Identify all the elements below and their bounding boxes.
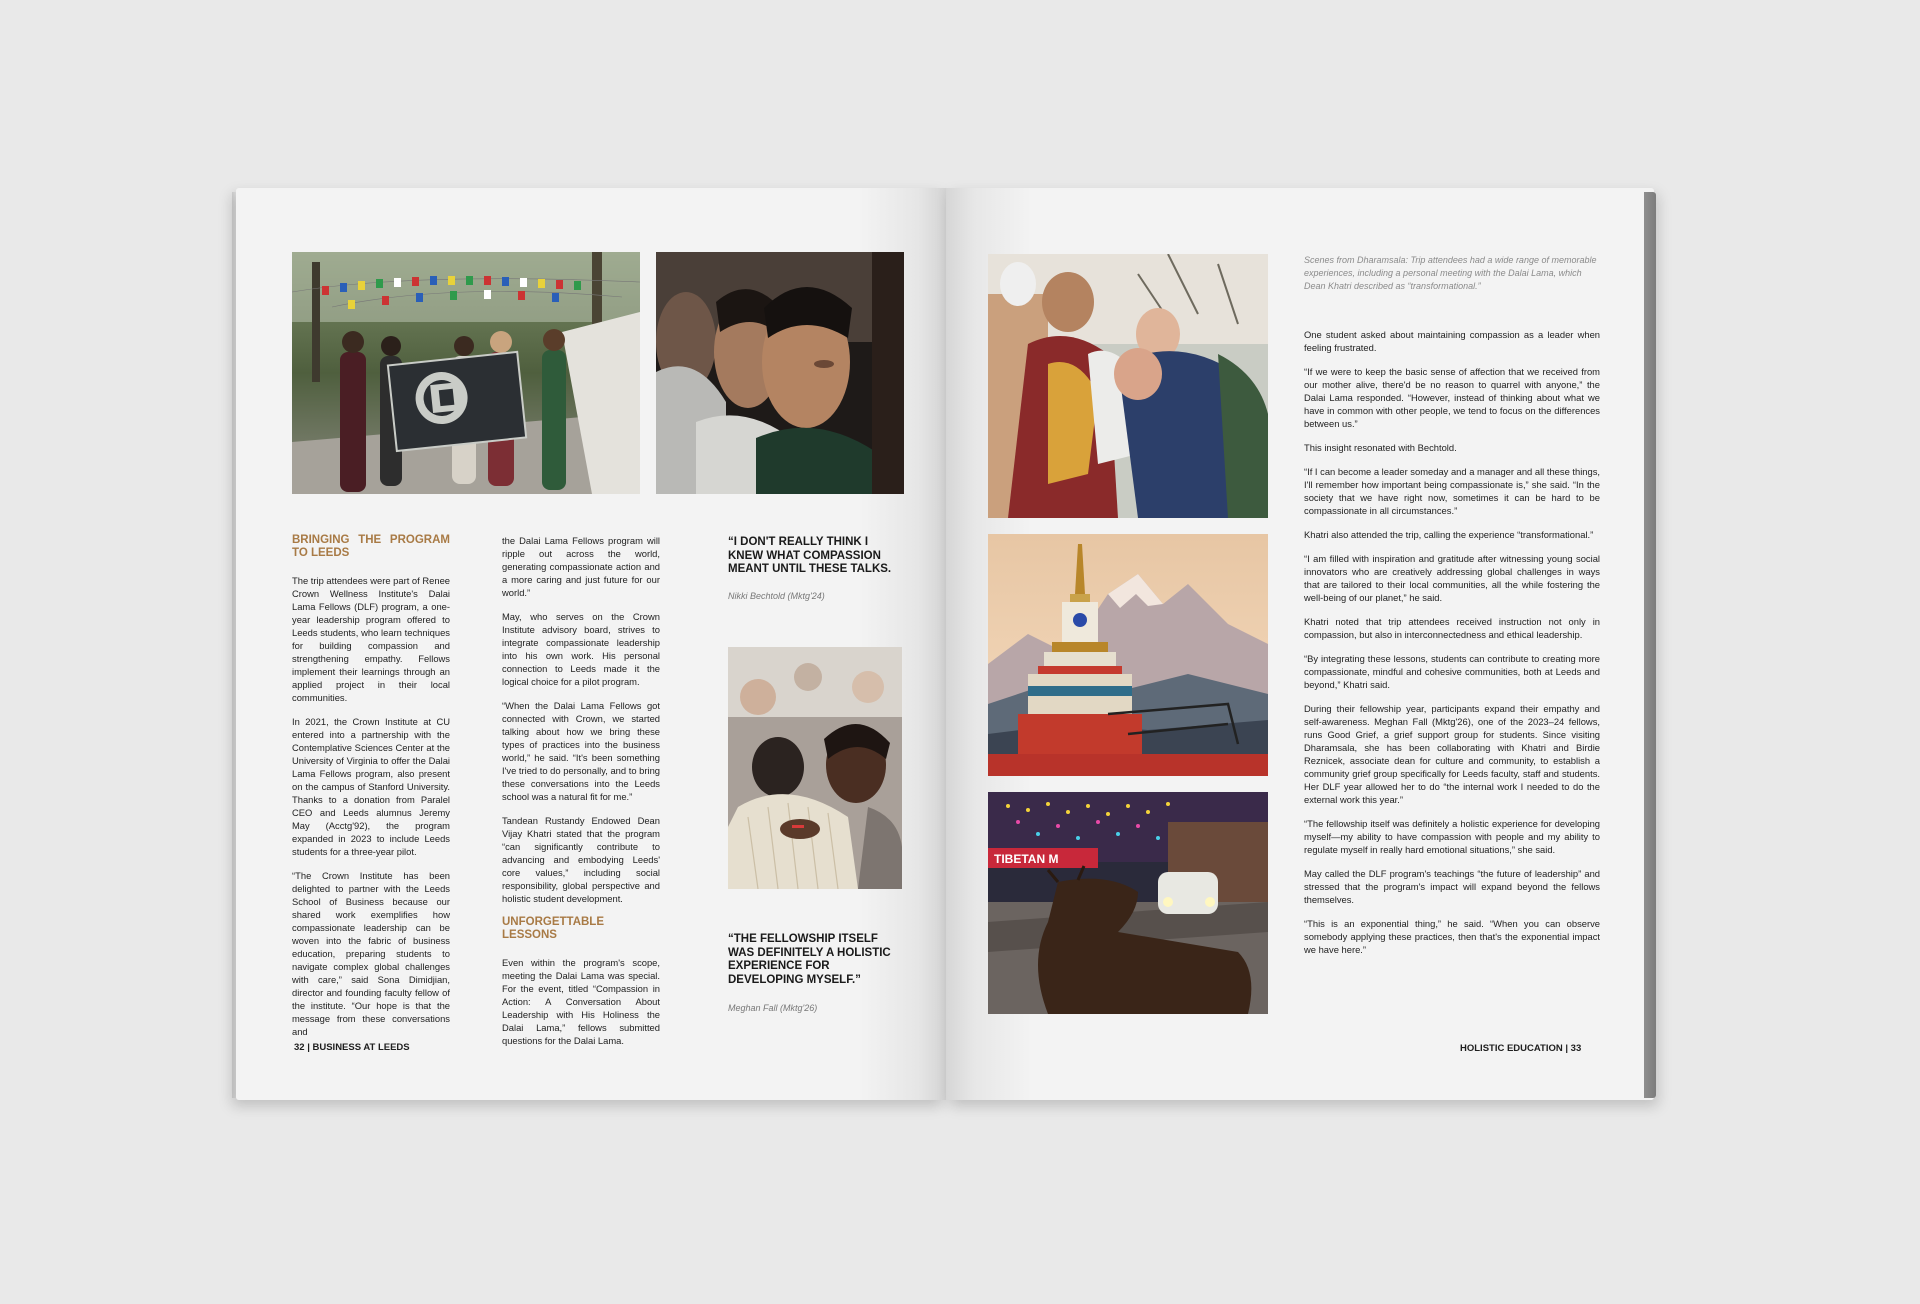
page-edge-right xyxy=(1644,192,1656,1098)
page-folio-left: 32 | BUSINESS AT LEEDS xyxy=(294,1042,410,1053)
photo-caption: Scenes from Dharamsala: Trip attendees had a wide range of memorable experiences, including a personal meeting with the Dalai Lama, which Dean Khatri described as “transformational.” xyxy=(1304,255,1597,291)
shop-sign: TIBETAN M xyxy=(994,852,1059,866)
pull-quote-2: “THE FELLOWSHIP ITSELF WAS DEFINITELY A HOLISTIC EXPERIENCE FOR DEVELOPING MYSELF.” xyxy=(728,933,891,986)
paragraph: May, who serves on the Crown Institute advisory board, strives to integrate compassionate leadership into his own work. His personal connection to Leeds made it the logical choice for a pilot program. xyxy=(502,611,660,687)
left-column-1 xyxy=(292,534,450,1049)
photo-embrace xyxy=(728,647,902,889)
paragraph: The trip attendees were part of Renee Crown Wellness Institute's Dalai Lama Fellows (DLF) program, a one-year leadership program offered to Leeds students, who learn techniques for building compassion and strengthening empathy. Fellows implement their learnings through an applied project in their local communities. xyxy=(292,575,450,703)
paragraph: One student asked about maintaining compassion as a leader when feeling frustrated. xyxy=(1304,329,1600,353)
paragraph: “When the Dalai Lama Fellows got connected with Crown, we started talking about how we bring these types of practices into the business world,” he said. “It's been something I've tried to do personally, and to bring these conversations into the Leeds school was a natural fit for me.” xyxy=(502,700,660,802)
paragraph: “This is an exponential thing,” he said. “When you can observe somebody applying these practices, then that's the exponential impact we have here.” xyxy=(1304,918,1600,955)
paragraph: Khatri also attended the trip, calling the experience “transformational.” xyxy=(1304,529,1594,540)
paragraph: In 2021, the Crown Institute at CU entered into a partnership with the Contemplative Sciences Center at the University of Virginia to offer the Dalai Lama Fellows program, also present on the campus of Stanford University. Thanks to a donation from Paralel CEO and Leeds alumnus Jeremy May (Acctg'92), the program expanded in 2023 to include Leeds students for a three-year pilot. xyxy=(292,716,450,857)
paragraph: Tandean Rustandy Endowed Dean Vijay Khatri stated that the program “can significantly contribute to advancing and embodying Leeds' core values,” including social responsibility, global perspective and holistic student development. xyxy=(502,815,660,904)
magazine-spread xyxy=(236,188,1654,1100)
paragraph: the Dalai Lama Fellows program will ripple out across the world, generating compassionate action and a more caring and just future for our world.” xyxy=(502,535,660,598)
photo-group-with-flag xyxy=(292,252,640,494)
left-column-2 xyxy=(502,534,660,1058)
paragraph: Khatri noted that trip attendees received instruction not only in compassion, but also in interconnectedness and ethical leadership. xyxy=(1304,616,1600,640)
photo-street-cow xyxy=(988,792,1268,1014)
section-heading-unforgettable: UNFORGETTABLE LESSONS xyxy=(502,916,605,941)
left-page xyxy=(236,188,946,1100)
photo-meditation-profiles xyxy=(656,252,904,494)
paragraph: “The fellowship itself was definitely a holistic experience for developing myself—my ability to have compassion with people and my ability to regulate myself in really hard emotional situations,” she said. xyxy=(1304,818,1600,855)
section-heading-bringing: BRINGING THE PROGRAM TO LEEDS xyxy=(292,534,450,559)
photo-dalai-lama-greeting xyxy=(988,254,1268,518)
paragraph: Even within the program's scope, meeting the Dalai Lama was special. For the event, titled “Compassion in Action: A Conversation About Leadership with His Holiness the Dalai Lama,” fellows submitted questions for the Dalai Lama. xyxy=(502,957,660,1046)
paragraph: “By integrating these lessons, students can contribute to creating more compassionate, mindful and cohesive communities, both at Leeds and beyond,” Khatri said. xyxy=(1304,653,1600,690)
quote-attribution-1: Nikki Bechtold (Mktg'24) xyxy=(728,591,825,601)
paragraph: “The Crown Institute has been delighted to partner with the Leeds School of Business because our shared work exemplifies how compassionate leadership can be woven into the fabric of business education, preparing students to navigate complex global challenges with care,” said Sona Dimidjian, director and founding faculty fellow of the institute. “Our hope is that the message from these conversations and xyxy=(292,870,450,1037)
paragraph: “If we were to keep the basic sense of affection that we received from our mother alive, there'd be no reason to quarrel with anyone,” the Dalai Lama responded. “However, instead of thinking about what we have in common with other people, we tend to focus on the differences between us.” xyxy=(1304,366,1600,429)
paragraph: During their fellowship year, participants expand their empathy and self-awareness. Meghan Fall (Mktg'26), one of the 2023–24 fellows, runs Good Grief, a grief support group for students. Since visiting Dharamsala, she has been collaborating with Khatri and Birdie Reznicek, associate dean for culture and community, to establish a community grief group specifically for Leeds faculty, staff and students. Her DLF year allowed her to do “the internal work I needed to do the external work this year.” xyxy=(1304,703,1600,805)
quote-attribution-2: Meghan Fall (Mktg'26) xyxy=(728,1003,818,1013)
page-folio-right: HOLISTIC EDUCATION | 33 xyxy=(1460,1043,1582,1054)
paragraph: This insight resonated with Bechtold. xyxy=(1304,442,1457,453)
paragraph: May called the DLF program's teachings “the future of leadership” and stressed that the program's impact will expand beyond the fellows themselves. xyxy=(1304,868,1600,905)
pull-quote-1: “I DON'T REALLY THINK I KNEW WHAT COMPASSION MEANT UNTIL THESE TALKS. xyxy=(728,536,892,575)
paragraph: “If I can become a leader someday and a manager and all these things, I'll remember how important being compassionate is,” she said. “In the society that we have right now, sometimes it can be hard to be compassionate in all circumstances.” xyxy=(1304,466,1601,516)
photo-stupa-mountains xyxy=(988,534,1268,776)
right-column xyxy=(1304,328,1600,967)
right-page xyxy=(946,188,1654,1100)
paragraph: “I am filled with inspiration and gratitude after witnessing young social innovators who are creatively addressing global challenges in ways that are tailored to their local communities, all the while fostering the well-being of our planet,” he said. xyxy=(1304,553,1600,603)
